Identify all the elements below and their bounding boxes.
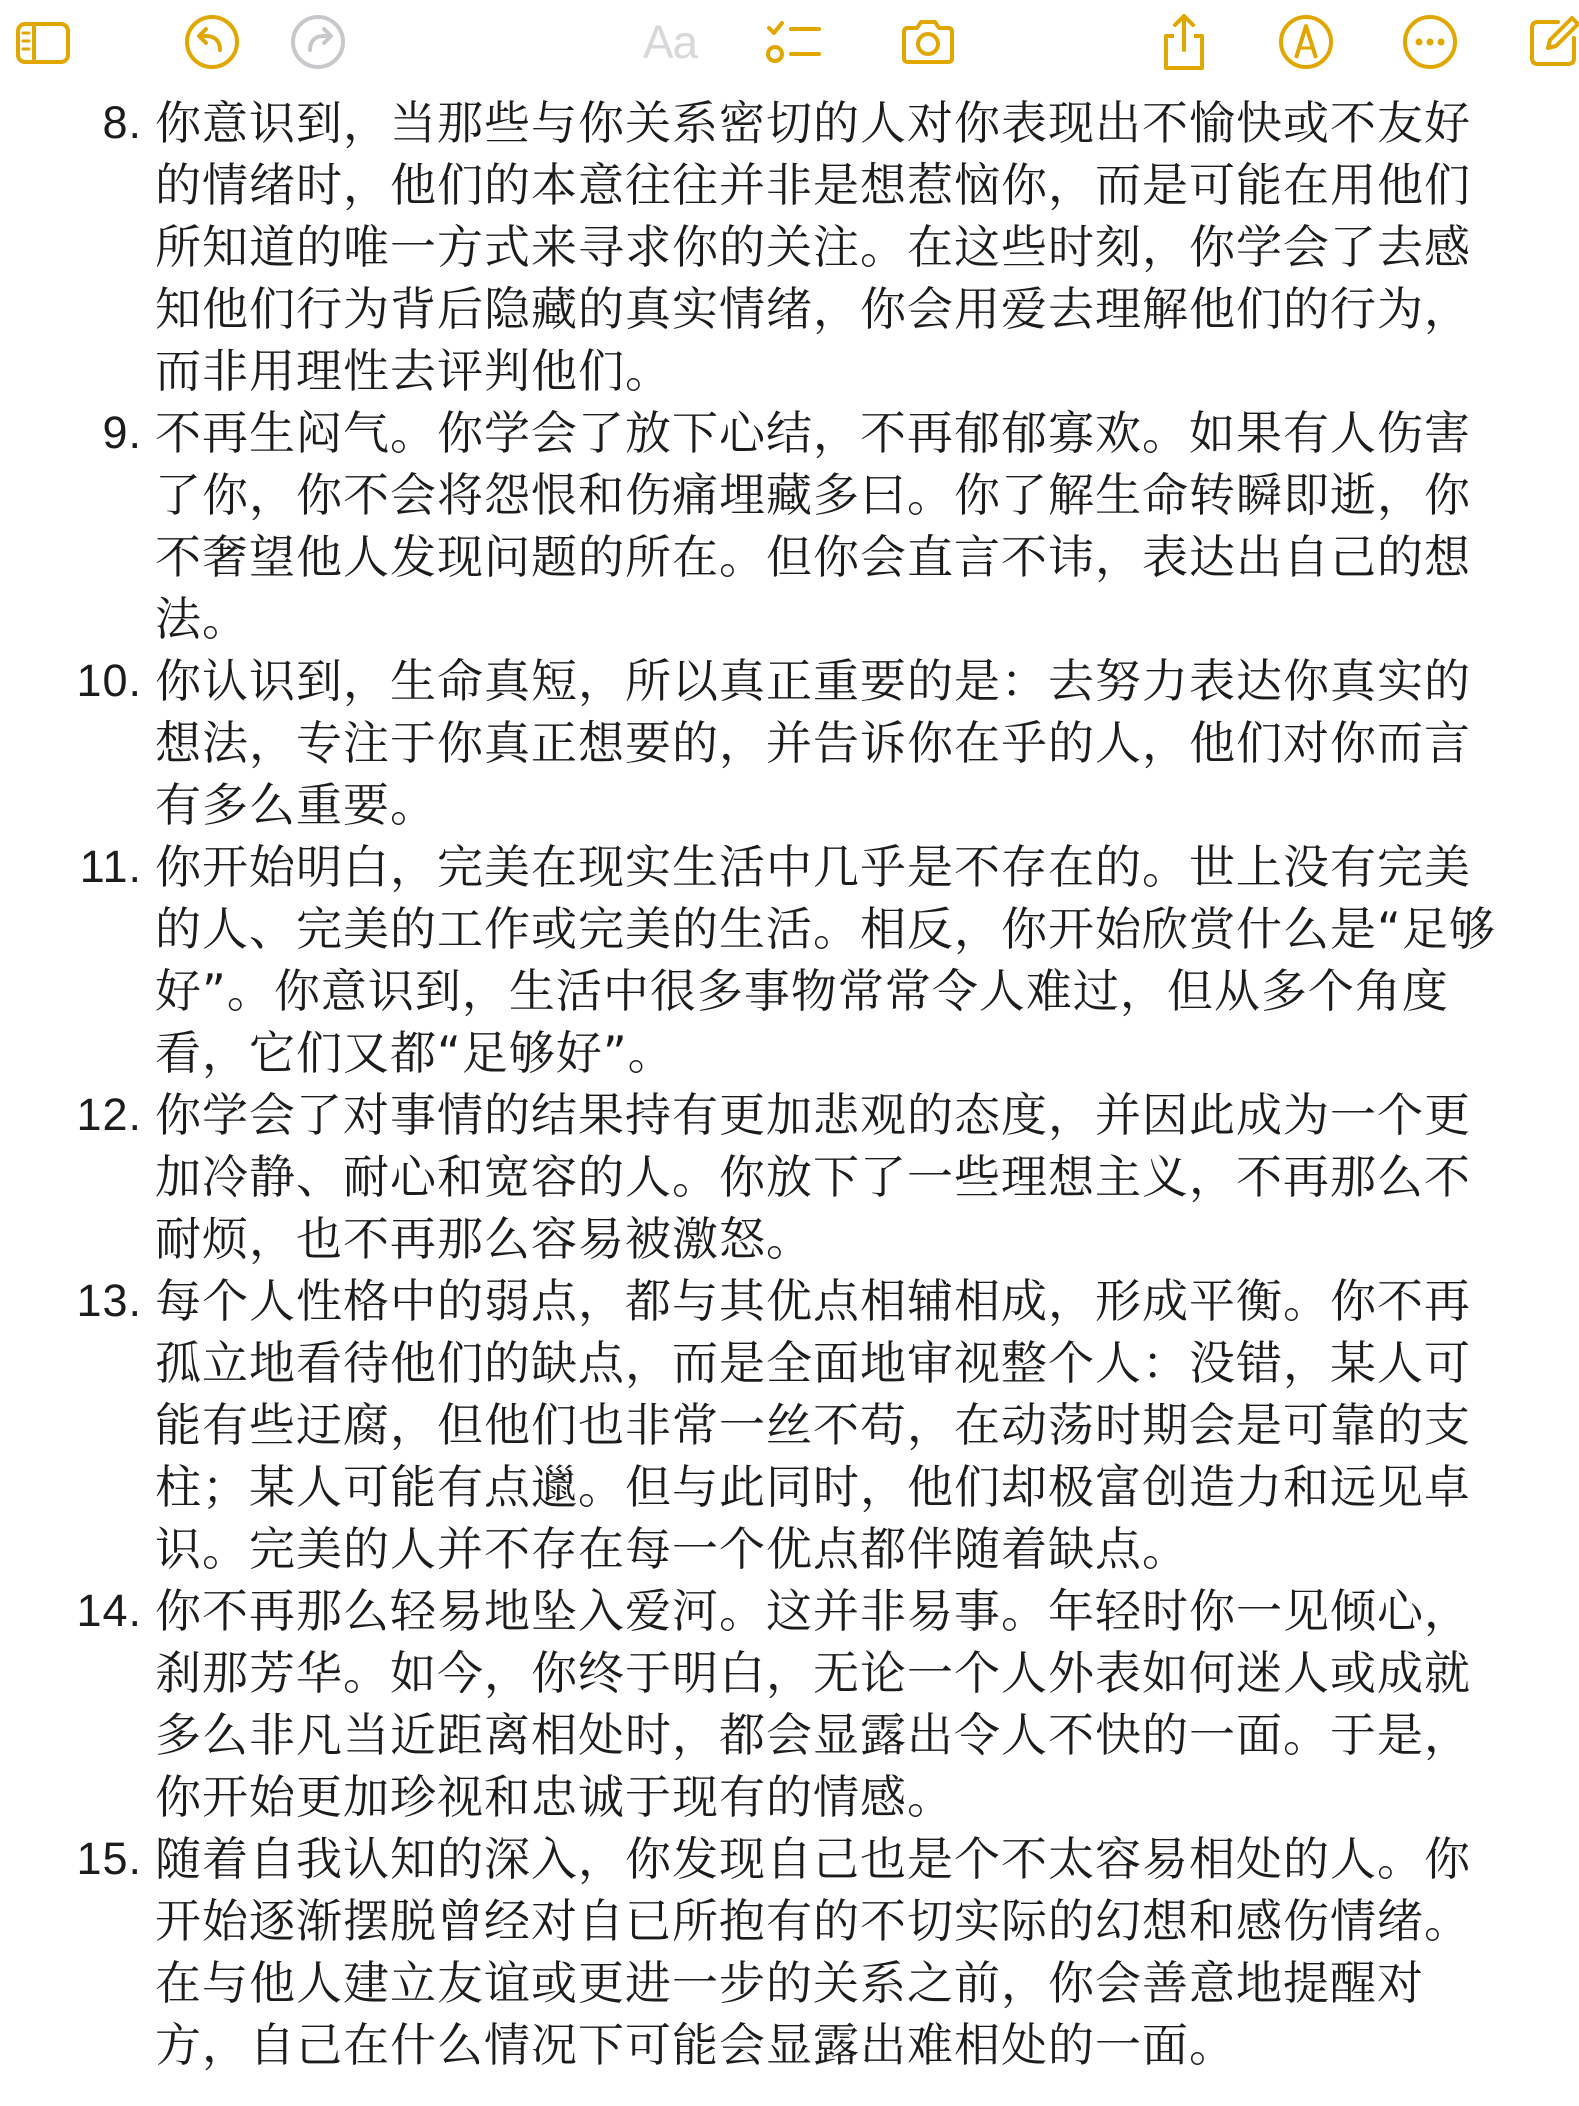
list-text: 随着自我认知的深入，你发现自己也是个不太容易相处的人。你开始逐渐摆脱曾经对自已所抱有的不切实际的幻想和感伤情绪。在与他人建立友谊或更进一步的关系之前，你会善意地提醒对方，自己在什么情况下可能会显露出难相处的一面。 (155, 1832, 1471, 2072)
markup-button[interactable] (1268, 4, 1344, 80)
list-number: 14. (76, 1585, 142, 1636)
list-number: 9. (102, 407, 142, 458)
list-number: 12. (76, 1089, 142, 1140)
list-text: 你意识到，当那些与你关系密切的人对你表现出不愉快或不友好的情绪时，他们的本意往往并非是想惹恼你，而是可能在用他们所知道的唯一方式来寻求你的关注。在这些时刻，你学会了去感知他们行为背后隐藏的真实情绪，你会用爱去理解他们的行为，而非用理性去评判他们。 (155, 96, 1471, 398)
camera-icon (898, 12, 958, 72)
format-label: Aa (642, 16, 698, 68)
list-item (0, 92, 1579, 402)
format-button[interactable] (620, 4, 720, 80)
list-item (0, 1828, 1579, 2076)
share-button[interactable] (1146, 4, 1222, 80)
sidebar-button[interactable] (4, 4, 80, 80)
markup-pen-icon (1276, 12, 1336, 72)
list-text: 你开始明白，完美在现实生活中几乎是不存在的。世上没有完美的人、完美的工作或完美的生活。相反，你开始欣赏什么是“足够好”。你意识到，生活中很多事物常常令人难过，但从多个角度看，它们又都“足够好”。 (155, 840, 1496, 1080)
list-number: 15. (76, 1833, 142, 1884)
compose-button[interactable] (1516, 4, 1579, 80)
list-item (0, 836, 1579, 1084)
redo-icon (288, 12, 348, 72)
list-text: 你不再那么轻易地坠入爱河。这并非易事。年轻时你一见倾心，刹那芳华。如今，你终于明白，无论一个人外表如何迷人或成就多么非凡当近距离相处时，都会显露出令人不快的一面。于是，你开始更加珍视和忠诚于现有的情感。 (155, 1584, 1471, 1824)
list-item (0, 650, 1579, 836)
undo-icon (182, 12, 242, 72)
list-item (0, 1084, 1579, 1270)
more-icon (1400, 12, 1460, 72)
checklist-icon (763, 12, 823, 72)
list-item (0, 402, 1579, 650)
list-item (0, 1270, 1579, 1580)
redo-button[interactable] (280, 4, 356, 80)
undo-button[interactable] (174, 4, 250, 80)
list-number: 8. (102, 97, 142, 148)
checklist-button[interactable] (755, 4, 831, 80)
sidebar-icon (12, 12, 72, 72)
compose-icon (1524, 12, 1579, 72)
list-number: 11. (79, 841, 142, 892)
list-text: 不再生闷气。你学会了放下心结，不再郁郁寡欢。如果有人伤害了你，你不会将怨恨和伤痛埋藏多曰。你了解生命转瞬即逝，你不奢望他人发现问题的所在。但你会直言不讳，表达出自己的想法。 (155, 406, 1471, 646)
more-button[interactable] (1392, 4, 1468, 80)
list-text: 你认识到，生命真短，所以真正重要的是：去努力表达你真实的想法，专注于你真正想要的，并告诉你在乎的人，他们对你而言有多么重要。 (155, 654, 1471, 832)
list-text: 你学会了对事情的结果持有更加悲观的态度，并因此成为一个更加冷静、耐心和宽容的人。你放下了一些理想主义，不再那么不耐烦，也不再那么容易被激怒。 (155, 1088, 1471, 1266)
list-item (0, 1580, 1579, 1828)
list-number: 10. (76, 655, 142, 706)
camera-button[interactable] (890, 4, 966, 80)
note-content[interactable] (0, 92, 1579, 2076)
list-number: 13. (76, 1275, 142, 1326)
list-text: 每个人性格中的弱点，都与其优点相辅相成，形成平衡。你不再孤立地看待他们的缺点，而是全面地审视整个人：没错，某人可能有些迂腐，但他们也非常一丝不苟，在动荡时期会是可靠的支柱；某人可能有点邋。但与此同时，他们却极富创造力和远见卓识。完美的人并不存在每一个优点都伴随着缺点。 (155, 1274, 1471, 1576)
notes-toolbar (0, 0, 1579, 92)
share-icon (1154, 12, 1214, 72)
